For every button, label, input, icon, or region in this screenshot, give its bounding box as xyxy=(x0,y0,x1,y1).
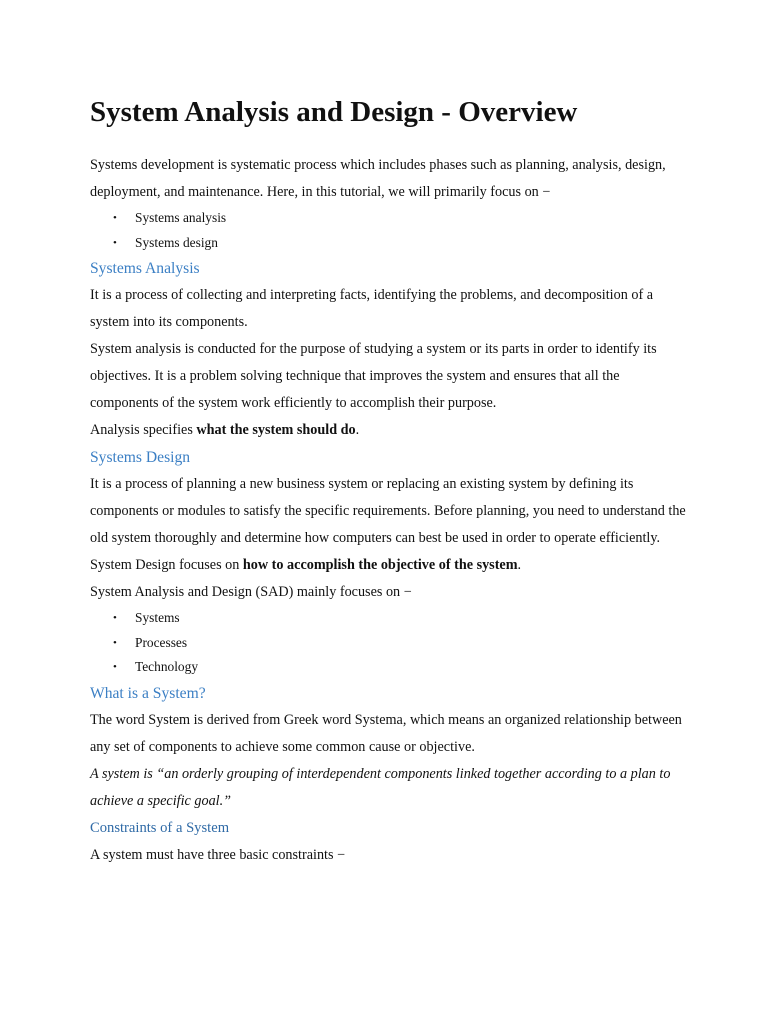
list-item: • Processes xyxy=(90,631,690,656)
list-item: • Systems analysis xyxy=(90,206,690,231)
analysis-paragraph-3: Analysis specifies what the system should do. xyxy=(90,422,360,438)
bullet-icon: • xyxy=(113,212,117,224)
list-item: • Systems design xyxy=(90,231,690,256)
design-paragraph-1: It is a process of planning a new business system or replacing an existing system by defining its components or modules to satisfy the specific requirements. Before planning, you need to understand the old system thoroughly and determine how computers can best be used in order to operate efficiently. xyxy=(90,476,686,546)
design-paragraph-2: System Design focuses on how to accomplish the objective of the system. xyxy=(90,557,522,573)
intro-list xyxy=(90,206,690,255)
section-heading-what-is-a-system: What is a System? xyxy=(90,684,206,702)
section-heading-systems-design: Systems Design xyxy=(90,449,191,466)
bold-text: what the system should do xyxy=(196,422,356,438)
analysis-paragraph-1: It is a process of collecting and interpreting facts, identifying the problems, and decomposition of a system into its components. xyxy=(90,287,654,330)
design-paragraph-3: System Analysis and Design (SAD) mainly focuses on − xyxy=(90,584,412,600)
bullet-icon: • xyxy=(113,661,117,673)
section-heading-constraints: Constraints of a System xyxy=(90,819,230,836)
intro-paragraph: Systems development is systematic process which includes phases such as planning, analysis, design, deployment, and maintenance. Here, in this tutorial, we will primarily focus on − xyxy=(90,157,666,200)
system-definition-quote: A system is “an orderly grouping of interdependent components linked together according to a plan to achieve a specific goal.” xyxy=(90,765,671,809)
sad-focus-list xyxy=(90,606,690,680)
bold-text: how to accomplish the objective of the system xyxy=(242,557,518,573)
bullet-icon: • xyxy=(113,612,117,624)
analysis-paragraph-2: System analysis is conducted for the purpose of studying a system or its parts in order to identify its objectives. It is a problem solving technique that improves the system and ensures that all the components of the system work efficiently to accomplish their purpose. xyxy=(90,341,657,411)
section-heading-systems-analysis: Systems Analysis xyxy=(90,260,200,277)
bullet-icon: • xyxy=(113,636,117,649)
page-title: System Analysis and Design - Overview xyxy=(90,96,578,128)
list-item: • Systems xyxy=(90,606,690,631)
document-body xyxy=(90,92,690,869)
bullet-icon: • xyxy=(113,236,117,249)
system-paragraph-1: The word System is derived from Greek word Systema, which means an organized relationship between any set of components to achieve some common cause or objective. xyxy=(90,711,682,755)
list-item: • Technology xyxy=(90,655,690,680)
constraints-paragraph: A system must have three basic constraints − xyxy=(90,846,346,863)
